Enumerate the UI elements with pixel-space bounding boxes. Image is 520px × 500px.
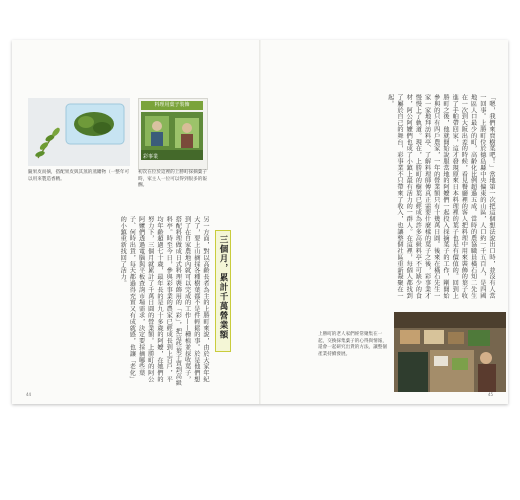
leaf-box-photo: [28, 98, 130, 166]
right-page-number: 45: [488, 392, 494, 397]
right-body-text: 「嗯，我們來賣樹葉吧！」當地第一次把這個想法說出口時，並沒有人當一回事。上勝町位於德島縣中央偏東的山區，人口約一千五百人，是四國地區人口最少的町，高齡化比例超過五成。當時的農協職員橫石知二先生在一次到大阪出差的時候，看見餐廳裡的客人把料理中用來裝飾的葉子收進了手帕帶回家，這才發現原來日本料理裡的葉子也是有價值的。回到上勝町之後，他就開始說服當地的阿嬤們一起投入採摘葉子的工作，剛開始參與的只有四戶農家，一年的營業額只有十幾萬日圓。後來在橫石先生一家一家地拜訪料亭、了解料理師傅真正需要什麼樣的葉子之後，彩事業才慢慢上了軌道。現在，上勝町的樹葉已經成為許多高級料亭不可缺少的食材，阿公阿嬤們也成了小鎮上最有活力的一群人。在這裡，每個人都找到了屬於自己的舞台，彩事業不只帶來了收入，也讓整個社區重新凝聚在一起。: [386, 94, 495, 299]
left-page-number: 44: [26, 392, 32, 397]
leaf-business-card-caption: 初次在位於這裡的上勝町採摘葉子時，家主人一位可以得到很多的報酬。: [138, 170, 207, 189]
elders-photo-caption: 上勝町的老人家們經常聚集在一起，交換採集葉子的心得與情報，還會一起研究出貨的方法，讓整個產業持續發展。: [318, 332, 387, 357]
leaf-business-card-photo: [138, 98, 208, 170]
elders-room-photo: [394, 312, 506, 392]
left-body-text: 另一方面，對以高齡長者為主的上勝町來說，由於大家年紀大了，要上山摘採各種樹葉都不是件輕鬆的事。於是他們想到了在自家農地內就可以完成的工作——種植並採收葉子，搭配料理做成日式料理裝飾用的「彩」，把這些葉子賣到高級料亭。時至今日，參與彩事業的農家已經成長到上百戶，平均年齡超過七十歲，最年長的是九十多歲的阿嬤，在她們的努力下，三個月就累計了千萬日圓的營業額。上勝町的阿公阿嬤們透過電腦與平板查詢市場需求，決定要採摘哪些葉子、何時出貨，每天都過得充實又有成就感，也讓「老化」的小鎮重新找回了活力。: [119, 216, 209, 386]
book-spread: [12, 40, 508, 404]
gutter: [259, 40, 261, 404]
leaf-box-caption: 隨果皮而摘，搭配果皮與其蒸的蒸餾物（一整年可以用來製造香精。: [28, 170, 130, 182]
card-banner: 料理用葉子裝飾: [141, 101, 203, 110]
section-heading: 三個月，累計千萬營業額: [215, 230, 231, 352]
card-title: 彩事業: [143, 154, 159, 160]
